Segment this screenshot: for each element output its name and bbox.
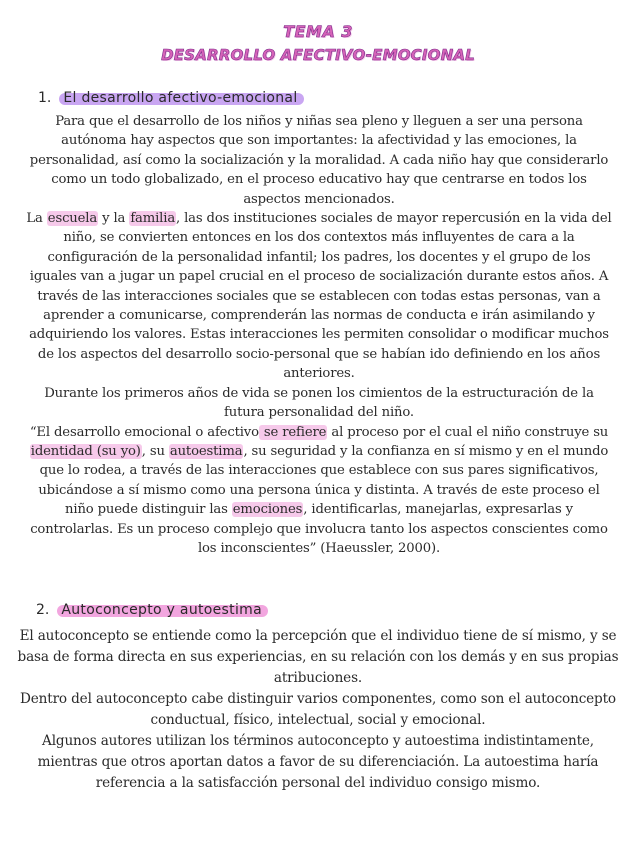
text-run: Dentro del autoconcepto cabe distinguir varios componentes, como son el autoconcepto conductual, físico, intelectual, social y emocional.	[20, 691, 616, 728]
section-1-heading-label	[59, 90, 303, 106]
text-run: Durante los primeros años de vida se ponen los cimientos de la estructuración de la futura personalidad del niño.	[44, 385, 594, 421]
paragraph	[26, 209, 612, 384]
text-run: y la	[98, 211, 130, 227]
paragraph	[26, 384, 612, 423]
paragraph	[16, 689, 620, 731]
section-2-heading	[36, 602, 268, 618]
highlighted-term: emociones	[232, 502, 303, 518]
text-run: El autoconcepto se entiende como la percepción que el individuo tiene de sí mismo, y se basa de forma directa en sus experiencias, en su relación con los demás y en sus propias atribuciones.	[17, 628, 619, 686]
highlighted-term: autoestima	[169, 443, 243, 459]
text-run: , identificarlas, manejarlas, expresarlas y controlarlas. Es un proceso complejo que involucra tanto los aspectos conscientes como los inconscientes” (Haeussler, 2000).	[30, 502, 608, 556]
paragraph	[26, 112, 612, 209]
highlighted-term: identidad (su yo)	[30, 443, 141, 459]
paragraph	[16, 626, 620, 689]
text-run: , su seguridad y la confianza en sí mismo y en el mundo que lo rodea, a través de las interacciones que establece con sus pares significativos, ubicándose a sí mismo como una persona única y distinta. A través de este proceso el niño puede distinguir las	[38, 443, 609, 518]
highlighted-term: familia	[130, 211, 176, 227]
page-subtitle: DESARROLLO AFECTIVO-EMOCIONAL	[161, 46, 475, 64]
text-run: , las dos instituciones sociales de mayor repercusión en la vida del niño, se convierten entonces en los dos contextos más influyentes de cara a la configuración de la personalidad infantil; los padres, los docentes y el grupo de los iguales van a jugar un papel crucial en el proceso de socialización durante estos años. A través de las interacciones sociales que se establecen con todas estas personas, van a aprender a comunicarse, comprenderán las normas de conducta e irán asimilando y adquiriendo los valores. Estas interacciones les permiten consolidar o modificar muchos de los aspectos del desarrollo socio-personal que se habían ido definiendo en los años anteriores.	[29, 211, 612, 382]
text-run: , su	[141, 443, 169, 459]
page-title: TEMA 3	[283, 22, 353, 41]
section-1-heading	[38, 90, 304, 106]
text-run: al proceso por el cual el niño construye su	[327, 424, 609, 440]
text-run: “El desarrollo emocional o afectivo	[29, 424, 259, 440]
highlighted-term: escuela	[47, 211, 98, 227]
section-2-body	[16, 626, 620, 794]
section-1-heading-text: El desarrollo afectivo-emocional	[63, 90, 298, 106]
text-run: La	[26, 211, 47, 227]
text-run: Algunos autores utilizan los términos autoconcepto y autoestima indistintamente, mientras que otros aportan datos a favor de su diferenciación. La autoestima haría referencia a la satisfacción personal del individuo consigo mismo.	[37, 733, 599, 791]
section-2-heading-label	[57, 602, 268, 618]
section-2-number: 2.	[36, 602, 50, 618]
paragraph	[16, 731, 620, 794]
section-2-heading-text: Autoconcepto y autoestima	[61, 602, 262, 618]
section-1-body	[26, 112, 612, 558]
highlighted-term: se refiere	[259, 424, 327, 440]
section-1-number: 1.	[38, 90, 52, 106]
paragraph	[26, 423, 612, 559]
text-run: Para que el desarrollo de los niños y niñas sea pleno y lleguen a ser una persona autónoma hay aspectos que son importantes: la afectividad y las emociones, la personalidad, así como la socialización y la moralidad. A cada niño hay que considerarlo como un todo globalizado, en el proceso educativo hay que centrarse en todos los aspectos mencionados.	[29, 114, 609, 207]
